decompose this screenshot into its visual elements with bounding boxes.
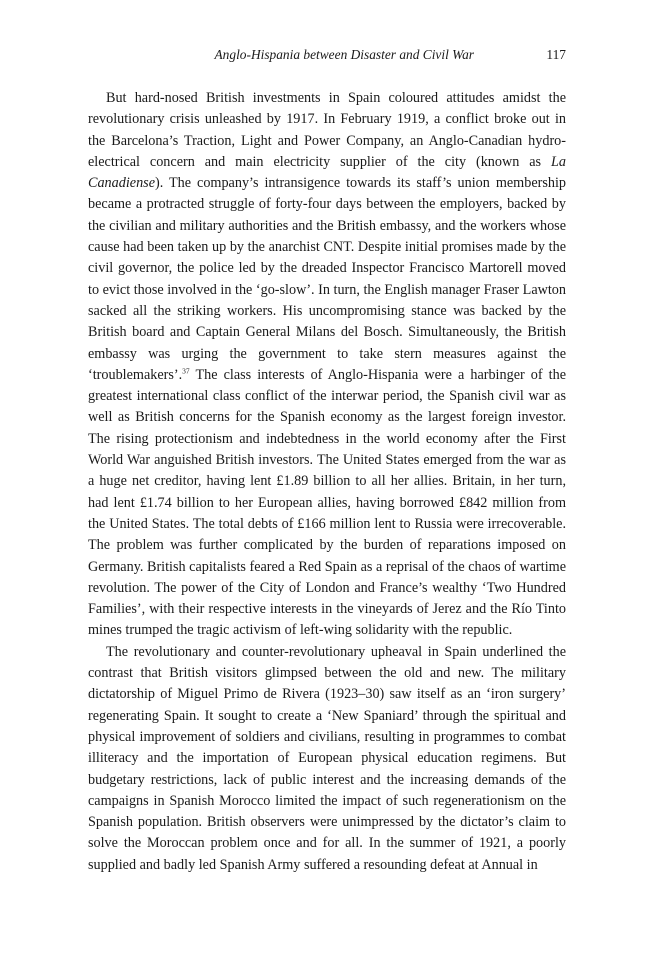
paragraph-2: The revolutionary and counter-revolutionary upheaval in Spain underlined the contrast that British visitors glimpsed between the old and new. The military dictatorship of Miguel Primo de Rivera (1923–30) saw itself as an ‘iron surgery’ regenerating Spain. It sought to create a ‘New Spaniard’ through the spiritual and physical improvement of soldiers and civilians, resulting in programmes to combat illiteracy and the importation of European physical education regimens. But budgetary restrictions, lack of public interest and the increasing demands of the campaigns in Spanish Morocco limited the impact of such regenerationism on the Spanish population. British observers were unimpressed by the dictator’s claim to solve the Moroccan problem once and for all. In the summer of 1921, a poorly supplied and badly led Spanish Army suffered a resounding defeat at Annual in	[88, 643, 566, 873]
footnote-marker[interactable]: 37	[182, 366, 190, 376]
paragraph-1-text-a: But hard-nosed British investments in Spain coloured attitudes amidst the revolutionary crisis unleashed by 1917. In February 1919, a conflict broke out in the Barcelona’s Traction, Light and Power Company, an Anglo-Canadian hydro-electrical concern and main electricity supplier of the city (known as	[88, 90, 566, 170]
paragraph-1-text-c: The class interests of Anglo-Hispania were a harbinger of the greatest international class conflict of the interwar period, the Spanish civil war as well as British concerns for the Spanish economy as the largest foreign investor. The rising protectionism and indebtedness in the world economy after the First World War anguished British investors. The United States emerged from the war as a huge net creditor, having lent £1.89 billion to all her allies. Britain, in her turn, had lent £1.74 billion to her European allies, having borrowed £842 million from the United States. The total debts of £166 million lent to Russia were irrecoverable. The problem was further complicated by the burden of reparations imposed on Germany. British capitalists feared a Red Spain as a reprisal of the chaos of wartime revolution. The power of the City of London and France’s wealthy ‘Two Hundred Families’, with their respective interests in the vineyards of Jerez and the Río Tinto mines trumped the tragic activism of left-wing solidarity with the republic.	[88, 366, 566, 639]
paragraph-1	[88, 88, 566, 642]
italic-term: La Canadiense	[88, 153, 566, 192]
running-title: Anglo-Hispania between Disaster and Civil War	[214, 47, 474, 62]
body-text	[88, 88, 566, 876]
running-head	[88, 47, 566, 65]
page-number: 117	[546, 47, 566, 62]
paragraph-1-text-b: ). The company’s intransigence towards its staff’s union membership became a protracted struggle of forty-four days between the employers, backed by the civilian and military authorities and the British embassy, and the workers whose cause had been taken up by the anarchist CNT. Despite initial promises made by the civil governor, the police led by the dreaded Inspector Francisco Martorell moved to evict those involved in the ‘go-slow’. In turn, the English manager Fraser Lawton sacked all the striking workers. His uncompromising stance was backed by the British board and Captain General Milans del Bosch. Simultaneously, the British embassy was urging the government to take stern measures against the ‘troublemakers’.	[88, 175, 566, 383]
